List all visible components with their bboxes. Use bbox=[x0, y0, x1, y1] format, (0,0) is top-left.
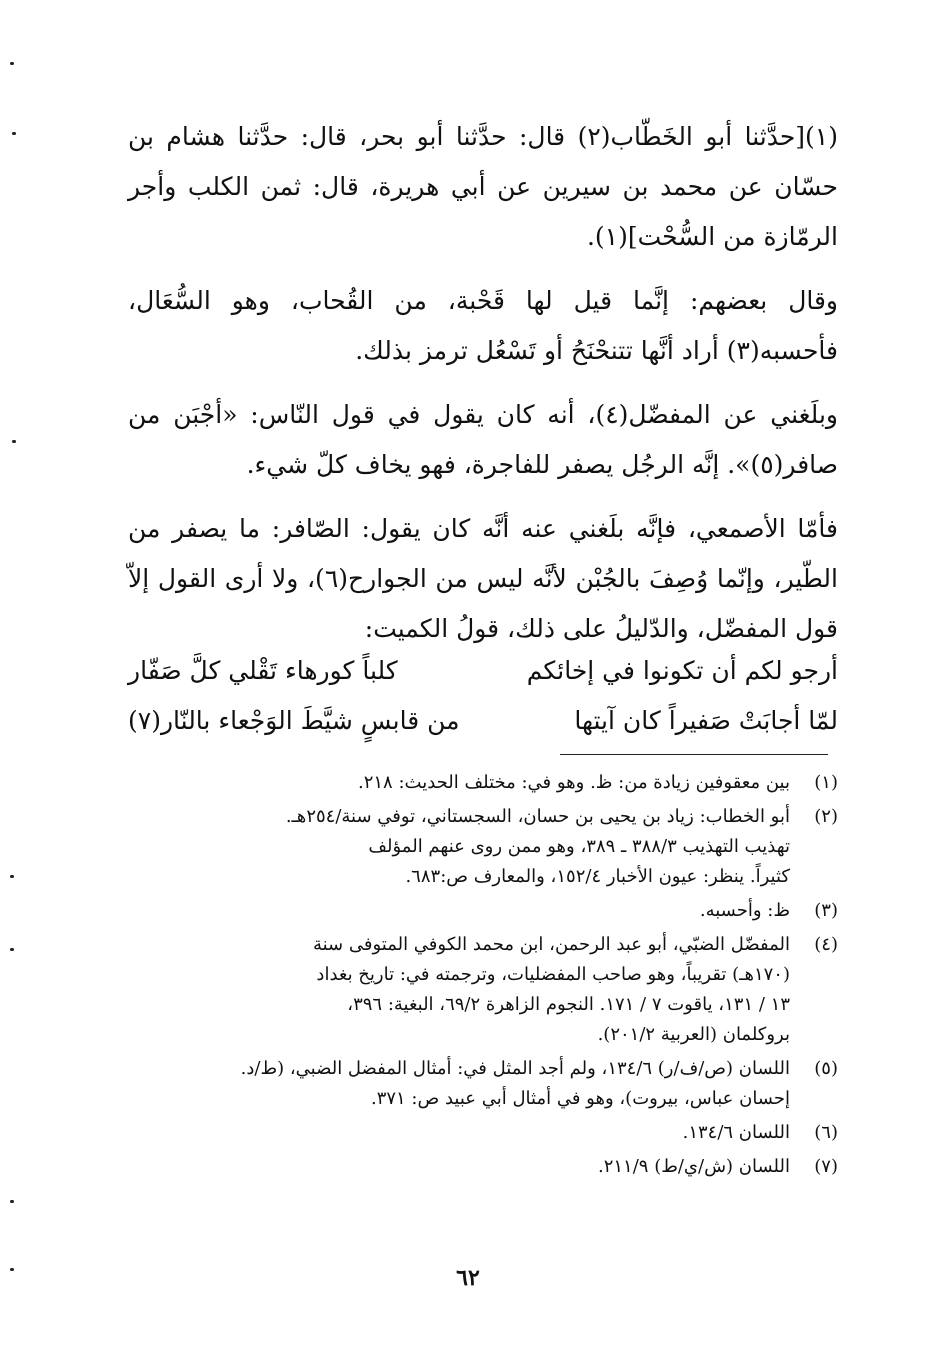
paragraph-hadith: (١)[حدَّثنا أبو الخَطّاب(٢) قال: حدَّثنا أبو بحر، قال: حدَّثنا هشام بن حسّان عن محمد بن سيرين عن أبي هريرة، قال: ثمن الكلب وأجر الرمّازة من السُّحْت](١). bbox=[128, 122, 838, 251]
footnote-line: ظ: وأحسبه. bbox=[699, 900, 790, 921]
margin-speck bbox=[10, 1200, 14, 1203]
margin-speck bbox=[12, 440, 16, 443]
footnote-text bbox=[128, 1054, 790, 1114]
footnote-line: بين معقوفين زيادة من: ظ. وهو في: مختلف الحديث: ٢١٨. bbox=[357, 772, 790, 793]
margin-speck bbox=[10, 1268, 14, 1271]
footnote-line: اللسان (ش/ي/ط) ٢١١/٩. bbox=[597, 1156, 790, 1177]
footnote-line: بروكلمان (العربية ٢٠١/٢). bbox=[597, 1024, 790, 1045]
footnote-text bbox=[128, 802, 790, 892]
footnote-line: إحسان عباس، بيروت)، وهو في أمثال أبي عبيد ص: ٣٧١. bbox=[370, 1088, 790, 1109]
poem bbox=[128, 646, 838, 746]
verse-first-hemistich: أرجو لكم أن تكونوا في إخائكم bbox=[526, 656, 838, 685]
footnote-6 bbox=[128, 1118, 840, 1148]
footnote-number: (٧) bbox=[814, 1156, 838, 1177]
footnote-line: كثيراً. ينظر: عيون الأخبار ١٥٢/٤، والمعارف ص:٦٨٣. bbox=[405, 866, 790, 887]
footnote-text bbox=[128, 1152, 790, 1182]
footnote-text bbox=[128, 1118, 790, 1148]
margin-speck bbox=[10, 875, 14, 878]
verse-second-hemistich: من قابسٍ شيَّطَ الوَجْعاء بالنّار(٧) bbox=[128, 706, 460, 735]
footnote-5 bbox=[128, 1054, 840, 1114]
margin-speck bbox=[10, 62, 14, 65]
footnote-number: (٤) bbox=[814, 934, 838, 955]
footnote-separator bbox=[560, 754, 828, 755]
paragraph-mufaddal: وبلَغني عن المفضّل(٤)، أنه كان يقول في قول النّاس: «أجْبَن من صافر(٥)». إنَّه الرجُل يصفر للفاجرة، فهو يخاف كلّ شيء. bbox=[128, 400, 838, 479]
footnote-text bbox=[128, 896, 790, 926]
footnote-text bbox=[128, 768, 790, 798]
footnote-line: المفضّل الضبّي، أبو عبد الرحمن، ابن محمد الكوفي المتوفى سنة bbox=[312, 934, 790, 955]
footnote-line: (١٧٠هـ) تقريباً، وهو صاحب المفضليات، وترجمته في: تاريخ بغداد bbox=[316, 964, 790, 985]
footnote-line: اللسان (ص/ف/ر) ١٣٤/٦، ولم أجد المثل في: أمثال المفضل الضبي، (ط/د. bbox=[240, 1058, 790, 1079]
margin-speck bbox=[12, 132, 16, 135]
footnote-4 bbox=[128, 930, 840, 1050]
footnote-line: أبو الخطاب: زياد بن يحيى بن حسان، السجستاني، توفي سنة/٢٥٤هـ. bbox=[285, 806, 790, 827]
footnote-number: (٥) bbox=[814, 1058, 838, 1079]
verse-line bbox=[128, 696, 838, 746]
footnote-3 bbox=[128, 896, 840, 926]
footnote-7 bbox=[128, 1152, 840, 1182]
footnote-2 bbox=[128, 802, 840, 892]
page-number: ٦٢ bbox=[456, 1265, 480, 1291]
footnote-number: (٦) bbox=[814, 1122, 838, 1143]
footnote-number: (٣) bbox=[814, 900, 838, 921]
footnotes bbox=[128, 768, 840, 1186]
footnote-number: (١) bbox=[814, 772, 838, 793]
verse-second-hemistich: كلباً كورهاء تَقْلي كلَّ صَفّار bbox=[128, 656, 398, 685]
footnote-1 bbox=[128, 768, 840, 798]
footnote-line: اللسان ١٣٤/٦. bbox=[682, 1122, 790, 1143]
footnote-number: (٢) bbox=[814, 806, 838, 827]
paragraph-asmai: فأمّا الأصمعي، فإنَّه بلَغني عنه أنَّه كان يقول: الصّافر: ما يصفر من الطّير، وإنّما وُصِفَ بالجُبْن لأنَّه ليس من الجوارح(٦)، ولا أرى القول إلاّ قول المفضّل، والدّليلُ على ذلك، قولُ الكميت: bbox=[128, 514, 838, 643]
main-text bbox=[128, 112, 838, 746]
footnote-line: ١٣ / ١٣١، ياقوت ٧ / ١٧١. النجوم الزاهرة ٦٩/٢، البغية: ٣٩٦، bbox=[347, 994, 790, 1015]
verse-first-hemistich: لمّا أجابَتْ صَفيراً كان آيتها bbox=[574, 706, 838, 735]
footnote-text bbox=[128, 930, 790, 1050]
margin-speck bbox=[10, 948, 14, 951]
paragraph-qahba: وقال بعضهم: إنَّما قيل لها قَحْبة، من القُحاب، وهو السُّعَال، فأحسبه(٣) أراد أنَّها تتنحْنَحُ أو تَسْعُل ترمز بذلك. bbox=[128, 286, 838, 365]
footnote-line: تهذيب التهذيب ٣٨٨/٣ ـ ٣٨٩، وهو ممن روى عنهم المؤلف bbox=[368, 836, 790, 857]
